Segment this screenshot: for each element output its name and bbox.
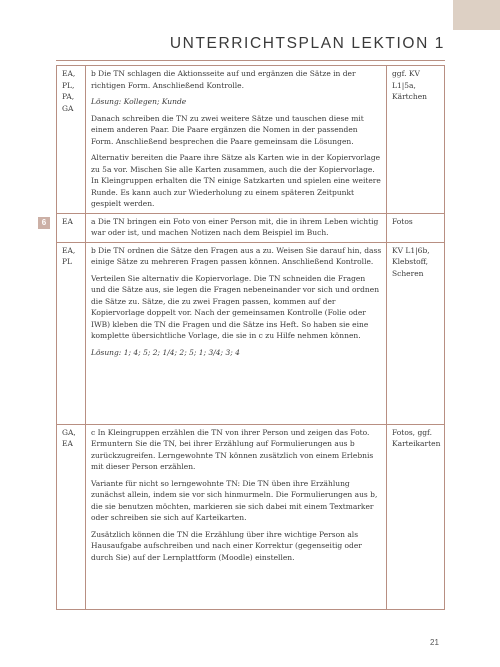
activity-paragraph: Verteilen Sie alternativ die Kopiervorlage. Die TN schneiden die Fragen und die Sätze aus, sie legen die Fragen nebeneinander vor sich und ordnen die Sätze zu. Sätze, die zu zwei Fragen passen, kommen auf der Kopiervorlage doppelt vor. Nach der gemeinsamen Kontrolle (Folie oder IWB) kleben die TN die Fragen und die Sätze ins Heft. So haben sie eine komplette übersichtliche Vorlage, die sie in c zu Hilfe nehmen können. [91, 273, 380, 340]
header-divider [56, 60, 445, 61]
social-form-cell: EA [57, 213, 86, 242]
materials-cell: KV L1|6b, Klebstoff, Scheren [387, 242, 445, 424]
table-row [57, 213, 445, 242]
table-row [57, 242, 445, 424]
corner-tab [453, 0, 500, 30]
page-number: 21 [430, 638, 439, 647]
table-row [57, 424, 445, 609]
activity-cell [86, 213, 387, 242]
activity-paragraph: Danach schreiben die TN zu zwei weitere Sätze und tauschen diese mit einem anderen Paar. Die Paare ergänzen die Nomen in der passenden Form. Anschließend besprechen die Paare gemeinsam die Lösungen. [91, 113, 364, 146]
materials-cell: ggf. KV L1|5a, Kärtchen [387, 66, 445, 214]
activity-paragraph: b Die TN ordnen die Sätze den Fragen aus a zu. Weisen Sie darauf hin, dass einige Sätze zu mehreren Fragen passen können. Anschließend Kontrolle. [91, 245, 382, 266]
materials-cell: Fotos, ggf. Karteikarten [387, 424, 445, 609]
solution-text: Lösung: Kollegen; Kunde [91, 97, 187, 106]
activity-paragraph: b Die TN schlagen die Aktionsseite auf und ergänzen die Sätze in der richtigen Form. Anschließend Kontrolle. [91, 69, 356, 90]
social-form-cell: GA, EA [57, 424, 86, 609]
activity-cell [86, 424, 387, 609]
activity-cell [86, 66, 387, 214]
activity-cell [86, 242, 387, 424]
lesson-plan-table [56, 65, 445, 610]
activity-paragraph: Alternativ bereiten die Paare ihre Sätze als Karten wie in der Kopiervorlage zu 5a vor. Mischen Sie alle Karten zusammen, auch die der Kopiervorlage. In Kleingruppen erhalten die TN einige Satzkarten und spielen eine weitere Runde. Es kann auch zur Wiederholung zu einem späteren Zeitpunkt gespielt werden. [91, 153, 381, 208]
activity-paragraph: c In Kleingruppen erzählen die TN von ihrer Person und zeigen das Foto. Ermuntern Sie die TN, bei ihrer Erzählung auf Formulierungen aus b zurückzugreifen. Lerngewohnte TN können zusätzlich von einem Erlebnis mit dieser Person erzählen. [91, 427, 374, 471]
activity-paragraph: Zusätzlich können die TN die Erzählung über ihre wichtige Person als Hausaufgabe aufschreiben und nach einer Korrektur (gegenseitig oder durch Sie) auf der Lernplattform (Moodle) einstellen. [91, 529, 362, 562]
solution-text: Lösung: 1; 4; 5; 2; 1/4; 2; 5; 1; 3/4; 3; 4 [91, 347, 240, 357]
materials-cell: Fotos [387, 213, 445, 242]
page-title: UNTERRICHTSPLAN LEKTION 1 [169, 35, 445, 52]
social-form-cell: EA, PL [57, 242, 86, 424]
table-row [57, 66, 445, 214]
activity-paragraph: a Die TN bringen ein Foto von einer Person mit, die in ihrem Leben wichtig war oder ist, und machen Notizen nach dem Beispiel im Buch. [91, 216, 379, 237]
activity-paragraph: Variante für nicht so lerngewohnte TN: Die TN üben ihre Erzählung zunächst allein, indem sie vor sich hinmurmeln. Die Formulierungen aus b, die sie benutzen möchten, markieren sie sich dabei mit einem Textmarker oder schreiben sie sich auf Karteikarten. [91, 478, 378, 522]
social-form-cell: EA, PL, PA, GA [57, 66, 86, 214]
step-number-badge: 6 [38, 217, 50, 229]
